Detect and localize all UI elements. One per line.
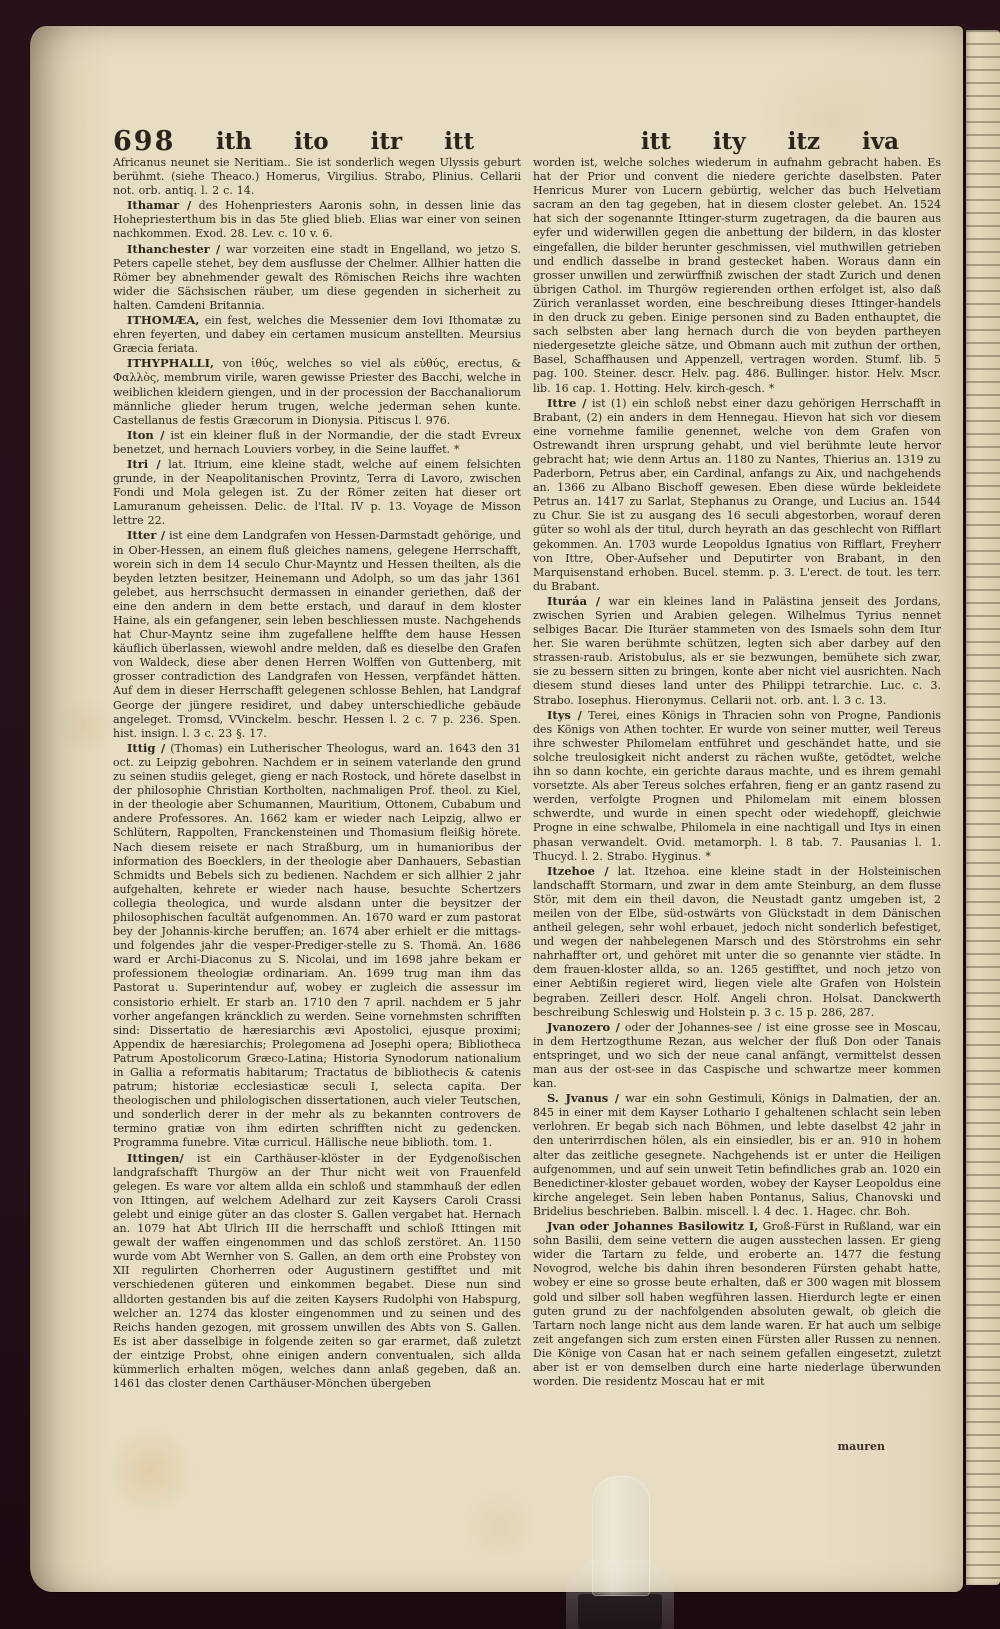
book-page <box>30 26 963 1592</box>
entry-text: ist eine dem Landgrafen von Hessen-Darmstadt gehörige, und in Ober-Hessen, an einem fluß gleiches namens, gelegene Herrschafft, worein sich in dem 14 seculo Chur-Mayntz und Hessen theilten, als die beyden letzten besitzer, Heinemann und Adolph, so um das jahr 1361 gelebet, aus herrschsucht dermassen in einander geriethen, daß der eine den andern in dem bette erstach, und darauf in dem kloster Haine, als ein gefangener, sein leben beschliessen muste. Nachgehends hat Chur-Mayntz seine ihm zugefallene helffte dem hause Hessen käuflich überlassen, wiewohl andre melden, daß es dieselbe den Grafen von Waldeck, diese aber denen Herren Wolffen von Guttenberg, mit grosser contradiction des Landgrafen von Hessen, verpfändet hätten. Auf dem in dieser Herrschafft gelegenen schlosse Behlen, hat Landgraf George der jüngere residiret, und dabey unterschiedliche gebäude angeleget. Tromsd, VVinckelm. beschr. Hessen l. 2 c. 7 p. 236. Spen. hist. insign. l. 3 c. 23 §. 17. <box>113 529 521 740</box>
entry-ittingen <box>113 1151 521 1392</box>
entry-text: war vorzeiten eine stadt in Engelland, wo jetzo S. Peters capelle stehet, bey dem ausflusse der Chelmer. Allhier hatten die Römer bey abnehmender gewalt des Römischen Reichs ihre wachten wider die Sächsischen räuber, um diese gegenden in sicherheit zu halten. Camdeni Britannia. <box>113 242 521 312</box>
entry-ittingen-continuation <box>533 156 941 396</box>
entry-jvan-basilowitz <box>533 1219 941 1389</box>
entry-ithyphalli <box>113 356 521 427</box>
entry-text: worden ist, welche solches wiederum in aufnahm gebracht haben. Es hat der Prior und convent die niedere gerichte daselbsten. Pater Henricus Murer von Lucern gebürtig, welcher das buch Helvetiam sacram an den tag gegeben, hat in diesem closter gelebet. An. 1524 hat sich der sogenannte Ittinger-sturm zugetragen, da die bauren aus eyfer und widerwillen gegen die anbettung der bildern, in das kloster eingefallen, die bilder herunter geschmissen, viel muthwillen getrieben und endlich dasselbe in brand gestecket haben. Woraus dann ein grosser unwillen und zerwürffniß zwischen der stadt Zurich und denen übrigen Cathol. im Thurgöw regierenden orthen erfolget ist, also daß Zürich veranlasset worden, eine beschreibung dieses Ittinger-handels in den druck zu geben. Einige personen sind zu Baden enthauptet, die sach selbsten aber lang hernach durch die von beyden partheyen niedergesetzte gleiche sätze, und Obmann auch mit zuthun der orthen, Basel, Schaffhausen und Appenzell, vertragen worden. Stumf. lib. 5 pag. 100. Steiner. descr. Helv. pag. 486. Bullinger. histor. Helv. Mscr. lib. 16 cap. 1. Hotting. Helv. kirch-gesch. * <box>533 156 941 395</box>
entry-ithomaea <box>113 313 521 356</box>
entry-headword: Itri / <box>127 456 161 471</box>
entry-itter <box>113 528 521 740</box>
entry-iton <box>113 428 521 457</box>
entry-itys <box>533 708 941 864</box>
entry-text: ist ein Carthäuser-klöster in der Eydgenoßischen landgrafschafft Thurgöw an der Thur nicht weit von Frauenfeld gelegen. Es ware vor altem allda ein schloß und stammhauß der edlen von Ittingen, auf welchem Adelhard zur zeit Kaysers Caroli Crassi gelebt und einige güter an das closter S. Gallen vergabet hat. Hernach an. 1079 hat Abt Ulrich III die herrschafft und schloß Ittingen mit gewalt der waffen eingenommen und das schloß zerstöret. An. 1150 wurde vom Abt Wernher von S. Gallen, an dem orth eine Probstey von XII regulirten Chorherren oder Augustinern gestifftet und mit verschiedenen güteren und einkommen begabet. Diese nun sind alldorten gestanden bis auf die zeiten Kaysers Rudolphi von Habspurg, welcher an. 1274 das kloster eingenommen und zu seinen und des Reichs handen gezogen, mit grossem unwillen des Abts von S. Gallen. Es ist aber dasselbige in folgende zeiten so gar erarmet, daß zuletzt der eintzige Probst, ohne einigen andern conventualen, sich allda kümmerlich erhalten mögen, welches dann anlaß gegeben, daß an. 1461 das closter denen Carthäuser-Mönchen übergeben <box>113 1151 521 1391</box>
entry-text: Groß-Fürst in Rußland, war ein sohn Basilii, dem seine vettern die augen ausstechen lassen. Er gieng wider die Tartarn zu felde, und eroberte an. 1477 die festung Novogrod, welche bis dahin ihren besonderen Fürsten gehabt hatte, wobey er eine so grosse beute erhalten, daß er 300 wagen mit blossem gold und silber soll haben wegführen lassen. Hierdurch legte er einen guten grund zu der nachfolgenden absoluten gewalt, ob gleich die Tartarn noch lange nicht aus dem lande waren. Er hat auch um selbige zeit angefangen sich zum ersten einen Fürsten aller Russen zu nennen. Die Könige von Casan hat er nach seinem gefallen eingesetzt, zuletzt aber ist er von demselben durch eine harte niederlage überwunden worden. Die residentz Moscau hat er mit <box>533 1220 941 1389</box>
entry-text: Terei, eines Königs in Thracien sohn von Progne, Pandionis des Königs von Athen tochter. Er wurde von seiner mutter, weil Tereus ihre schwester Philomelam entführet und geschändet hatte, und sie solche treulosigkeit nicht anderst zu rächen wußte, getödtet, welche ihn so dann kochte, ein gerichte daraus machte, und es ihrem gemahl vorsetzte. Als aber Tereus solches erfahren, fieng er an gantz rasend zu werden, verfolgte Prognen und Philomelam mit einem blossen schwerdte, und wurde in einen specht oder wiedehopff, gleichwie Progne in eine schwalbe, Philomela in eine nachtigall und Itys in einen phasan verwandelt. Ovid. metamorph. l. 8 tab. 7. Pausanias l. 1. Thucyd. l. 2. Strabo. Hyginus. * <box>533 708 941 863</box>
text-columns <box>113 156 941 1466</box>
entry-ituraea <box>533 594 941 708</box>
entry-headword: Ithanchester / <box>127 241 221 256</box>
entry-headword: Jvanozero / <box>547 1019 620 1034</box>
running-head-left: ith ito itr itt <box>215 128 475 155</box>
entry-headword: ITHOMÆA, <box>127 313 200 328</box>
entry-ithamar <box>113 198 521 241</box>
entry-s-jvanus <box>533 1091 941 1219</box>
entry-itzehoe <box>533 864 941 1020</box>
page-holder-clip <box>592 1476 650 1596</box>
entry-headword: Ittre / <box>547 395 587 410</box>
entry-jvanozero <box>533 1020 941 1091</box>
entry-headword: Ittig / <box>127 740 166 755</box>
entry-text: oder der Johannes-see / ist eine grosse see in Moscau, in dem Hertzogthume Rezan, aus welcher der fluß Don oder Tanais entspringet, und wo sich der neue canal anfängt, vermittelst dessen man aus der ost-see in das Caspische und schwartze meer kommen kan. <box>533 1020 941 1091</box>
entry-headword: Ithamar / <box>127 198 192 213</box>
entry-text: (Thomas) ein Lutherischer Theologus, ward an. 1643 den 31 oct. zu Leipzig gebohren. Nachdem er in seinem vaterlande den grund zu seinen studiis geleget, gieng er nach Rostock, und hörete daselbst in der philosophie Christian Kortholten, nachmaligen Prof. theol. zu Kiel, in der theologie aber Schumannen, Mauritium, Ottonem, Cubabum und andere Professores. An. 1662 kam er wieder nach Leipzig, allwo er Schlütern, Rappolten, Franckensteinen und Thomasium fleißig hörete. Nach diesem reisete er nach Straßburg, um in humanioribus der information des Boecklers, in der theologie aber Danhauers, Sebastian Schmidts und Bebels sich zu bedienen. Nachdem er sich allhier 2 jahr aufgehalten, kehrete er wieder nach hause, besuchte Schertzers collegia theologica, und wurde alsdann unter die beysitzer der philosophischen facultät aufgenommen. An. 1670 ward er zum pastorat bey der Johannis-kirche beruffen; an. 1674 aber erhielt er die mittags- und folgendes jahr die vesper-Prediger-stelle zu S. Thomä. An. 1686 ward er Archi-Diaconus zu S. Nicolai, und im 1698 jahre bekam er professionem theologiæ ordinariam. An. 1699 trug man ihm das Pastorat u. Superintendur auf, wobey er zugleich die assessur im consistorio erhielt. Er starb an. 1710 den 7 april. nachdem er 5 jahr vorher angefangen kräncklich zu werden. Seine vornehmsten schrifften sind: Dissertatio de hæresiarchis ævi Apostolici, ejusque proximi; Appendix de hæresiarchis; Prolegomena ad Josephi opera; Bibliotheca Patrum Apostolicorum Græco-Latina; Historia Synodorum nationalium in Gallia a reformatis habitarum; Tractatus de bibliothecis & catenis patrum; historiæ ecclesiasticæ seculi I, selecta capita. Der theologischen und philologischen dissertationen, auch vieler Teutschen, und sonderlich derer in der mehr als zu bekannten controvers de termino gratiæ von ihm edirten schrifften nicht zu gedencken. Programma funebre. Vitæ curricul. Hällische neue biblioth. tom. 1. <box>113 741 521 1150</box>
entry-text: war ein kleines land in Palästina jenseit des Jordans, zwischen Syrien und Arabien gelegen. Wilhelmus Tyrius nennet selbiges Bacar. Die Ituräer stammeten von des Ismaels sohn dem Itur her. Sie waren berühmte schützen, legten sich aber darbey auf den strassen-raub. Aristobulus, als er sie bezwungen, bemühete sich zwar, sie zu bessern sitten zu bringen, konte aber nicht viel ausrichten. Nach diesem stund dieses land unter des Philippi tetrarchie. Luc. c. 3. Strabo. Iosephus. Hieronymus. Cellarii not. orb. ant. l. 3 c. 13. <box>533 594 941 707</box>
entry-headword: ITHYPHALLI, <box>127 356 215 371</box>
entry-neritos-continuation <box>113 156 521 198</box>
entry-headword: Ittingen/ <box>127 1150 184 1165</box>
entry-ittre <box>533 396 941 594</box>
entry-itri <box>113 457 521 528</box>
entry-headword: S. Jvanus / <box>547 1091 620 1106</box>
page-header <box>30 126 963 156</box>
page-number: 698 <box>113 126 176 157</box>
entry-ittig <box>113 741 521 1151</box>
entry-headword: Ituráa / <box>547 593 601 608</box>
entry-text: ist ein kleiner fluß in der Normandie, der die stadt Evreux benetzet, und hernach Louviers vorbey, in die Seine lauffet. * <box>113 428 521 456</box>
entry-headword: Itzehoe / <box>547 863 609 878</box>
next-page-edge <box>963 30 1000 1585</box>
entry-text: war ein sohn Gestimuli, Königs in Dalmatien, der an. 845 in einer mit dem Kayser Lothario I gehaltenen schlacht sein leben verlohren. Er begab sich nach Böhmen, und lebte daselbst 42 jahr in den unterirrdischen hölen, als ein einsiedler, bis er an. 910 in hohem alter das zeitliche gesegnete. Nachgehends ist er unter die Heiligen aufgenommen, und auf sein unweit Tetin befindliches grab an. 1020 ein Benedictiner-kloster gebauet worden, wobey der Kayser Leopoldus eine kirche angeleget. Sein leben haben Pontanus, Salius, Chanovski und Bridelius beschrieben. Balbin. miscell. l. 4 dec. 1. Hagec. chr. Boh. <box>533 1092 941 1218</box>
entry-ithanchester <box>113 242 521 313</box>
catchword: mauren <box>837 1440 885 1453</box>
entry-text: des Hohenpriesters Aaronis sohn, in dessen linie das Hohepriesterthum bis in das 5te glied blieb. Elias war einer von seinen nachkommen. Exod. 28. Lev. c. 10 v. 6. <box>113 199 521 241</box>
entry-headword: Jvan oder Johannes Basilowitz I, <box>547 1219 759 1234</box>
entry-text: ein fest, welches die Messenier dem Iovi Ithomatæ zu ehren feyerten, und dabey ein certamen musicum anstellten. Meursius Græcia feriata. <box>113 314 521 356</box>
entry-text: lat. Itrium, eine kleine stadt, welche auf einem felsichten grunde, in der Neapolitanischen Provintz, Terra di Lavoro, zwischen Fondi und Mola gelegen ist. Zu der Römer zeiten hat dieser ort Lamuranum geheissen. Delic. de l'Ital. IV p. 13. Voyage de Misson lettre 22. <box>113 457 521 528</box>
running-head-right: itt ity itz iva <box>640 128 900 155</box>
entry-headword: Itter / <box>127 528 166 543</box>
entry-headword: Itys / <box>547 707 582 722</box>
entry-text: lat. Itzehoa. eine kleine stadt in der Holsteinischen landschafft Stormarn, und zwar in dem amte Steinburg, an dem flusse Stör, mit dem ein theil davon, die Neustadt gantz umgeben ist, 2 meilen von der Elbe, süd-ostwärts von Glückstadt in dem Dänischen antheil gelegen, sehr wohl erbauet, jedoch nicht sonderlich befestiget, und wegen der nahbelegenen Marsch und des Störstrohms ein sehr nahrhaffter ort, und gehöret mit unter die so genannte vier städte. In dem frauen-kloster allda, so an. 1265 gestifftet, und noch jetzo von einer Aebtißin regieret wird, liegen viele alte Grafen von Holstein begraben. Zeilleri descr. Holf. Angeli chron. Holsat. Danckwerth beschreibung Schleswig und Holstein p. 3 c. 15 p. 286, 287. <box>533 864 941 1019</box>
column-left <box>113 156 521 1466</box>
column-right <box>533 156 941 1466</box>
entry-text: ist (1) ein schloß nebst einer dazu gehörigen Herrschafft in Brabant, (2) ein anders in dem Hennegau. Hievon hat sich vor diesem eine vornehme familie genennet, welche von dem Grafen von Ostrewandt ihren ursprung gehabt, und viel berühmte leute hervor gebracht hat; wie denn Artus an. 1180 zu Nantes, Thierius an. 1319 zu Paderborn, Petrus aber, ein Cardinal, anfangs zu Aix, und nachgehends an. 1366 zu Albano Bischoff gewesen. Eben diese würde bekleidete Petrus an. 1417 zu Sarlat, Stephanus zu Orange, und Lucius an. 1544 zu Chur. Sie ist zu ausgang des 16 seculi abgestorben, worauf deren güter so wohl als der titul, durch heyrath an das geschlecht von Rifflart gekommen. An. 1703 wurde Leopoldus Ignatius von Rifflart, Freyherr von Ittre, Ober-Aufseher und Deputirter von Brabant, in den Marquisenstand erhoben. Bucel. stemm. p. 3. L'erect. de tout. les terr. du Brabant. <box>533 396 941 593</box>
entry-headword: Iton / <box>127 427 165 442</box>
entry-text: von ἰθύς, welches so viel als εὐθύς, erectus, & Φαλλὸς, membrum virile, waren gewisse Priester des Bacchi, welche in weiblichen kleidern giengen, und in der procession der Bacchanaliorum männliche glieder herum trugen, welche jederman sehen kunte. Castellanus de festis Græcorum in Dionysia. Pitiscus l. 976. <box>113 357 521 427</box>
page-holder-clip-slot <box>578 1594 662 1629</box>
entry-text: Africanus neunet sie Neritiam.. Sie ist sonderlich wegen Ulyssis geburt berühmt. (siehe Theaco.) Homerus, Virgilius. Strabo, Plinius. Cellarii not. orb. antiq. l. 2 c. 14. <box>113 156 521 198</box>
